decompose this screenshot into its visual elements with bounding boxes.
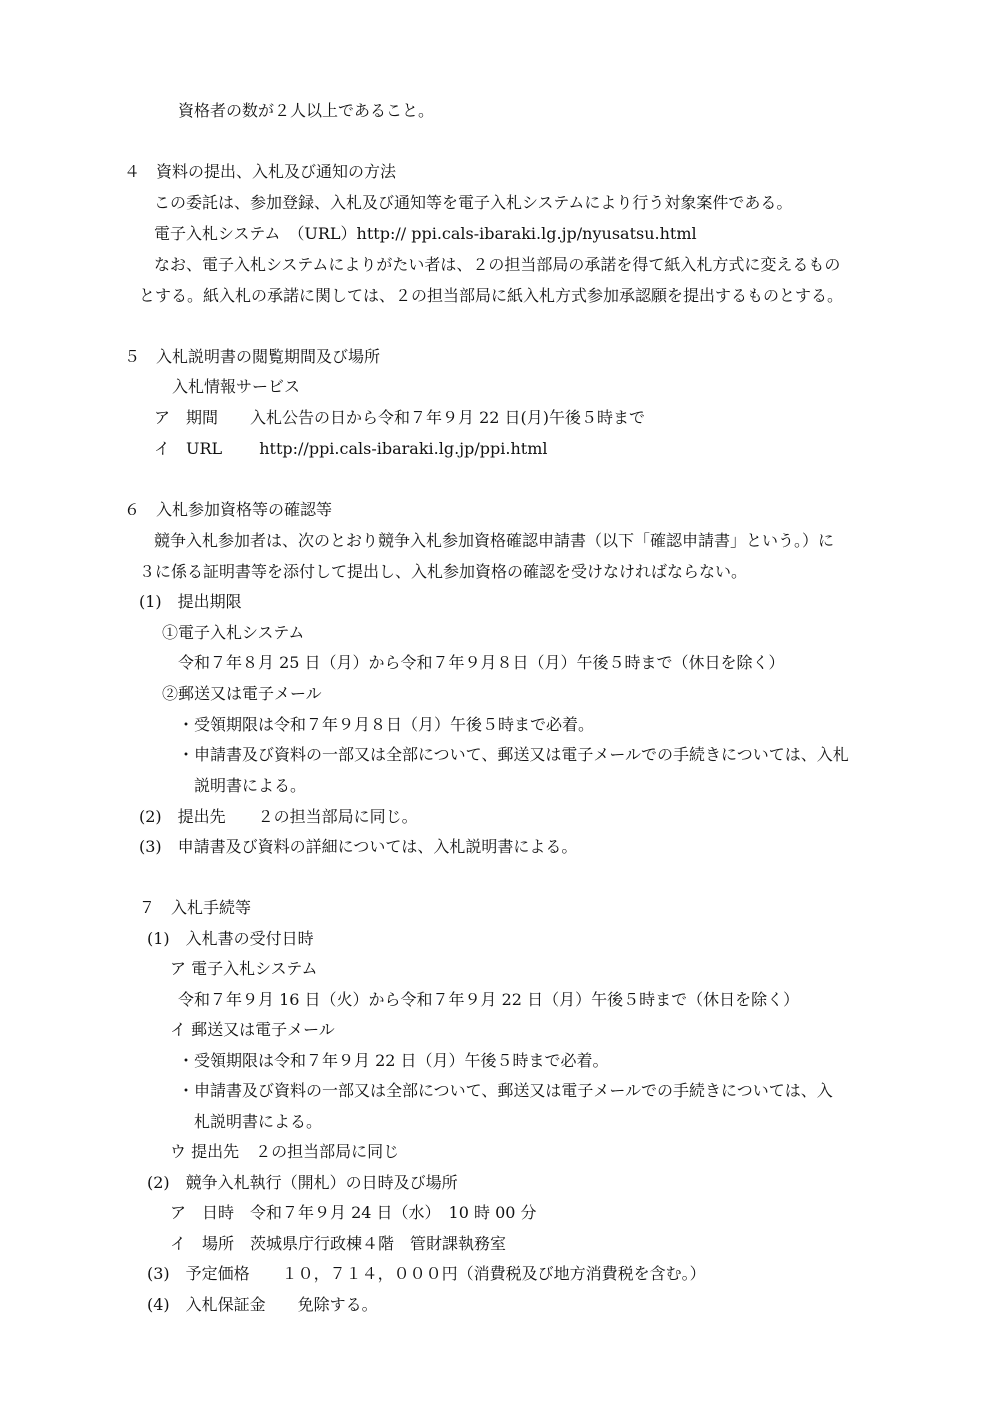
qualification-count-line: 資格者の数が２人以上であること。	[178, 101, 435, 120]
submission-deadline-heading: (1) 提出期限	[139, 592, 242, 611]
viewing-period-line: ア 期間 入札公告の日から令和７年９月 22 日(月)午後５時まで	[154, 408, 646, 427]
section-6-heading: ６ 入札参加資格等の確認等	[124, 500, 333, 519]
section-6-paragraph-line-1: 競争入札参加者は、次のとおり競争入札参加資格確認申請書（以下「確認申請書」という。）に	[154, 531, 835, 550]
submission-destination-line: (2) 提出先 ２の担当部局に同じ。	[139, 807, 418, 826]
mail-deadline-bullet: ・受領期限は令和７年９月８日（月）午後５時まで必着。	[178, 715, 595, 734]
bid-info-service-label: 入札情報サービス	[172, 377, 301, 396]
bid-opening-heading: (2) 競争入札執行（開札）の日時及び場所	[147, 1173, 458, 1192]
estimated-price-line: (3) 予定価格 １０，７１４，０００円（消費税及び地方消費税を含む。）	[147, 1264, 706, 1283]
mail-procedure-bullet-line-1: ・申請書及び資料の一部又は全部について、郵送又は電子メールでの手続きについては、入札	[178, 745, 849, 764]
electronic-system-period: 令和７年８月 25 日（月）から令和７年９月８日（月）午後５時まで（休日を除く）	[178, 653, 785, 672]
bid-deposit-line: (4) 入札保証金 免除する。	[147, 1295, 378, 1314]
section-7-heading: ７ 入札手続等	[139, 898, 252, 917]
paper-bid-paragraph-line-1: なお、電子入札システムによりがたい者は、２の担当部局の承諾を得て紙入札方式に変えるもの	[154, 255, 841, 274]
section-4-paragraph: この委託は、参加登録、入札及び通知等を電子入札システムにより行う対象案件である。	[154, 193, 793, 212]
section-4-heading: ４ 資料の提出、入札及び通知の方法	[124, 162, 397, 181]
bid-receipt-heading: (1) 入札書の受付日時	[147, 929, 314, 948]
application-details-line: (3) 申請書及び資料の詳細については、入札説明書による。	[139, 837, 578, 856]
electronic-bidding-url-line: 電子入札システム （URL）http:// ppi.cals-ibaraki.lg.jp/nyusatsu.html	[154, 224, 697, 243]
mail-procedure-bullet-line-2: 説明書による。	[194, 776, 307, 795]
bid-submission-destination: ウ 提出先 ２の担当部局に同じ	[170, 1142, 400, 1161]
section-5-heading: ５ 入札説明書の閲覧期間及び場所	[124, 347, 381, 366]
bid-opening-place: イ 場所 茨城県庁行政棟４階 管財課執務室	[170, 1234, 507, 1253]
bid-electronic-system-period: 令和７年９月 16 日（火）から令和７年９月 22 日（月）午後５時まで（休日を除く）	[178, 990, 800, 1009]
bid-electronic-system-heading: ア 電子入札システム	[170, 959, 318, 978]
bid-mail-or-email-heading: イ 郵送又は電子メール	[170, 1020, 335, 1039]
bid-opening-datetime: ア 日時 令和７年９月 24 日（水） 10 時 00 分	[170, 1203, 537, 1222]
electronic-system-heading: ①電子入札システム	[162, 623, 305, 642]
mail-or-email-heading: ②郵送又は電子メール	[162, 684, 322, 703]
bid-mail-deadline-bullet: ・受領期限は令和７年９月 22 日（月）午後５時まで必着。	[178, 1051, 609, 1070]
viewing-url-line: イ URL http://ppi.cals-ibaraki.lg.jp/ppi.html	[154, 439, 548, 458]
bid-mail-procedure-bullet-line-1: ・申請書及び資料の一部又は全部について、郵送又は電子メールでの手続きについては、入	[178, 1081, 833, 1100]
bid-mail-procedure-bullet-line-2: 札説明書による。	[194, 1112, 323, 1131]
paper-bid-paragraph-line-2: とする。紙入札の承諾に関しては、２の担当部局に紙入札方式参加承認願を提出するものとする。	[139, 286, 844, 305]
section-6-paragraph-line-2: ３に係る証明書等を添付して提出し、入札参加資格の確認を受けなければならない。	[139, 562, 748, 581]
